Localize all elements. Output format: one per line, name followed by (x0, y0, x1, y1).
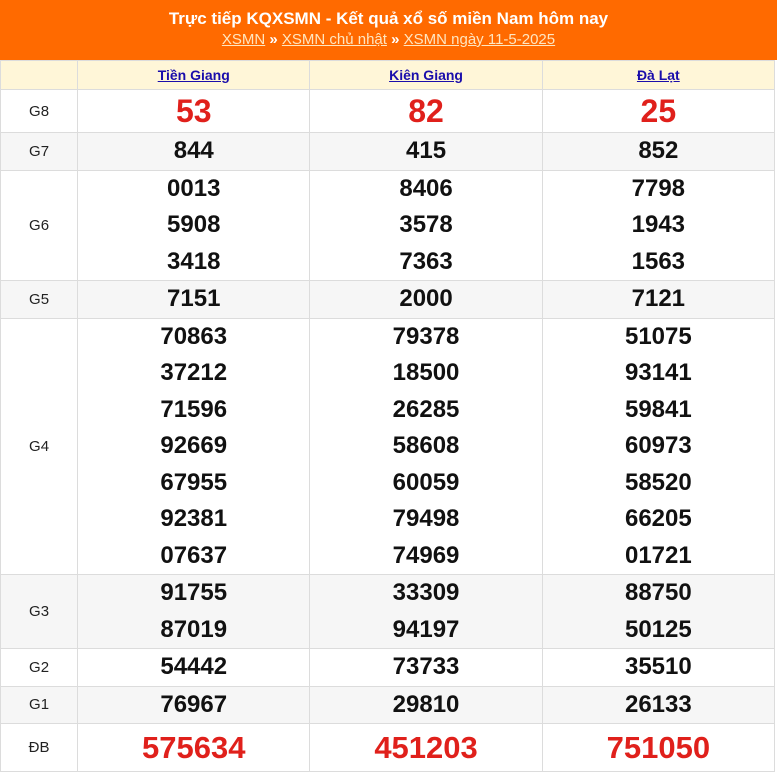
prize-number: 26285 (392, 395, 460, 423)
breadcrumb-separator: » (386, 31, 404, 48)
prize-number: 1563 (631, 247, 686, 275)
page-banner (0, 0, 777, 60)
prize-number: 58608 (392, 432, 460, 459)
prize-label: G2 (1, 649, 78, 687)
prize-number: 93141 (624, 359, 692, 386)
prize-cell (310, 170, 542, 281)
prize-number: 5908 (167, 211, 221, 238)
prize-row (1, 686, 775, 724)
prize-row (1, 318, 775, 575)
prize-cell (542, 281, 774, 319)
special-prize-number: 451203 (374, 730, 478, 765)
prize-number: 26133 (624, 690, 692, 718)
prize-number: 852 (638, 137, 679, 164)
breadcrumb (0, 29, 777, 51)
prize-cell (310, 686, 542, 724)
header-province-cell (78, 61, 310, 90)
prize-cell (542, 649, 774, 687)
prize-label: G4 (1, 318, 78, 575)
prize-number: 91755 (160, 579, 228, 606)
prize-cell (310, 90, 542, 133)
prize-cell (78, 281, 310, 319)
prize-cell (78, 170, 310, 281)
prize-number: 37212 (160, 359, 228, 386)
province-link-tien-giang[interactable]: Tiền Giang (157, 67, 230, 83)
prize-cell (542, 133, 774, 171)
prize-number: 92381 (160, 505, 228, 532)
header-province-cell (542, 61, 774, 90)
prize-cell (542, 90, 774, 133)
prize-cell (542, 686, 774, 724)
prize-number: 1943 (631, 211, 686, 238)
prize-number: 73733 (392, 653, 460, 680)
prize-row (1, 724, 775, 772)
breadcrumb-link-sunday[interactable]: XSMN chủ nhật (281, 31, 387, 48)
prize-cell (310, 133, 542, 171)
prize-number: 7363 (399, 247, 453, 275)
results-table (0, 60, 775, 772)
page-title: Trực tiếp KQXSMN - Kết quả xổ số miền Nam hôm nay (168, 9, 609, 28)
special-prize-number: 751050 (606, 730, 711, 765)
header-province-cell (310, 61, 542, 90)
prize-number: 35510 (624, 653, 692, 680)
prize-number: 67955 (160, 468, 228, 496)
prize-cell (78, 686, 310, 724)
prize-cell (78, 649, 310, 687)
prize-cell (310, 724, 542, 772)
prize-number: 3418 (167, 247, 221, 275)
prize-body (1, 90, 775, 772)
prize-number: 66205 (624, 505, 692, 532)
prize-number: 415 (406, 137, 447, 164)
breadcrumb-link-date[interactable]: XSMN ngày 11-5-2025 (403, 31, 556, 48)
prize-cell (310, 649, 542, 687)
prize-number: 7151 (167, 285, 221, 312)
prize-number: 71596 (160, 395, 228, 423)
prize-number: 844 (173, 137, 214, 164)
prize-number: 59841 (624, 395, 692, 423)
prize-number: 50125 (624, 615, 692, 643)
prize-number: 07637 (160, 541, 228, 569)
prize-number: 3578 (399, 211, 453, 238)
prize-row (1, 575, 775, 649)
prize-number: 79498 (392, 505, 460, 532)
prize-cell (542, 170, 774, 281)
prize-number: 60059 (392, 468, 460, 496)
prize-label: G6 (1, 170, 78, 281)
prize-cell (78, 133, 310, 171)
prize-number: 74969 (392, 541, 460, 569)
prize-label: G8 (1, 90, 78, 133)
prize-number: 70863 (160, 322, 228, 350)
prize-cell (542, 318, 774, 575)
prize-number: 0013 (167, 174, 221, 202)
prize-number: 92669 (160, 432, 228, 459)
breadcrumb-separator: » (265, 31, 282, 48)
prize-label: G3 (1, 575, 78, 649)
prize-number: 82 (408, 93, 444, 129)
prize-cell (78, 318, 310, 575)
table-header-row (1, 61, 775, 90)
prize-number: 8406 (399, 174, 453, 202)
prize-number: 79378 (392, 322, 460, 350)
prize-number: 88750 (624, 579, 692, 606)
prize-number: 2000 (399, 285, 453, 312)
prize-number: 01721 (624, 541, 692, 569)
prize-label: G1 (1, 686, 78, 724)
prize-number: 7121 (631, 285, 686, 312)
province-link-kien-giang[interactable]: Kiên Giang (389, 67, 463, 83)
prize-cell (78, 90, 310, 133)
province-link-da-lat[interactable]: Đà Lạt (636, 67, 680, 83)
prize-cell (310, 281, 542, 319)
prize-number: 18500 (392, 359, 460, 386)
prize-row (1, 170, 775, 281)
prize-number: 76967 (160, 690, 228, 718)
prize-number: 94197 (392, 615, 460, 643)
prize-cell (78, 575, 310, 649)
prize-number: 51075 (624, 322, 692, 350)
prize-label: ĐB (1, 724, 78, 772)
prize-cell (310, 318, 542, 575)
prize-number: 53 (175, 93, 212, 129)
prize-row (1, 281, 775, 319)
prize-number: 25 (640, 93, 677, 129)
prize-number: 54442 (160, 653, 228, 680)
prize-number: 33309 (392, 579, 460, 606)
prize-row (1, 90, 775, 133)
prize-cell (542, 575, 774, 649)
prize-label: G7 (1, 133, 78, 171)
prize-number: 7798 (631, 174, 686, 202)
special-prize-number: 575634 (142, 730, 246, 765)
prize-number: 29810 (392, 690, 460, 718)
prize-label: G5 (1, 281, 78, 319)
prize-row (1, 133, 775, 171)
header-label-cell (1, 61, 78, 90)
prize-number: 58520 (624, 468, 692, 496)
prize-cell (542, 724, 774, 772)
prize-cell (78, 724, 310, 772)
prize-row (1, 649, 775, 687)
breadcrumb-link-xsmn[interactable]: XSMN (221, 31, 266, 48)
prize-cell (310, 575, 542, 649)
prize-number: 87019 (160, 615, 228, 643)
prize-number: 60973 (624, 432, 692, 459)
